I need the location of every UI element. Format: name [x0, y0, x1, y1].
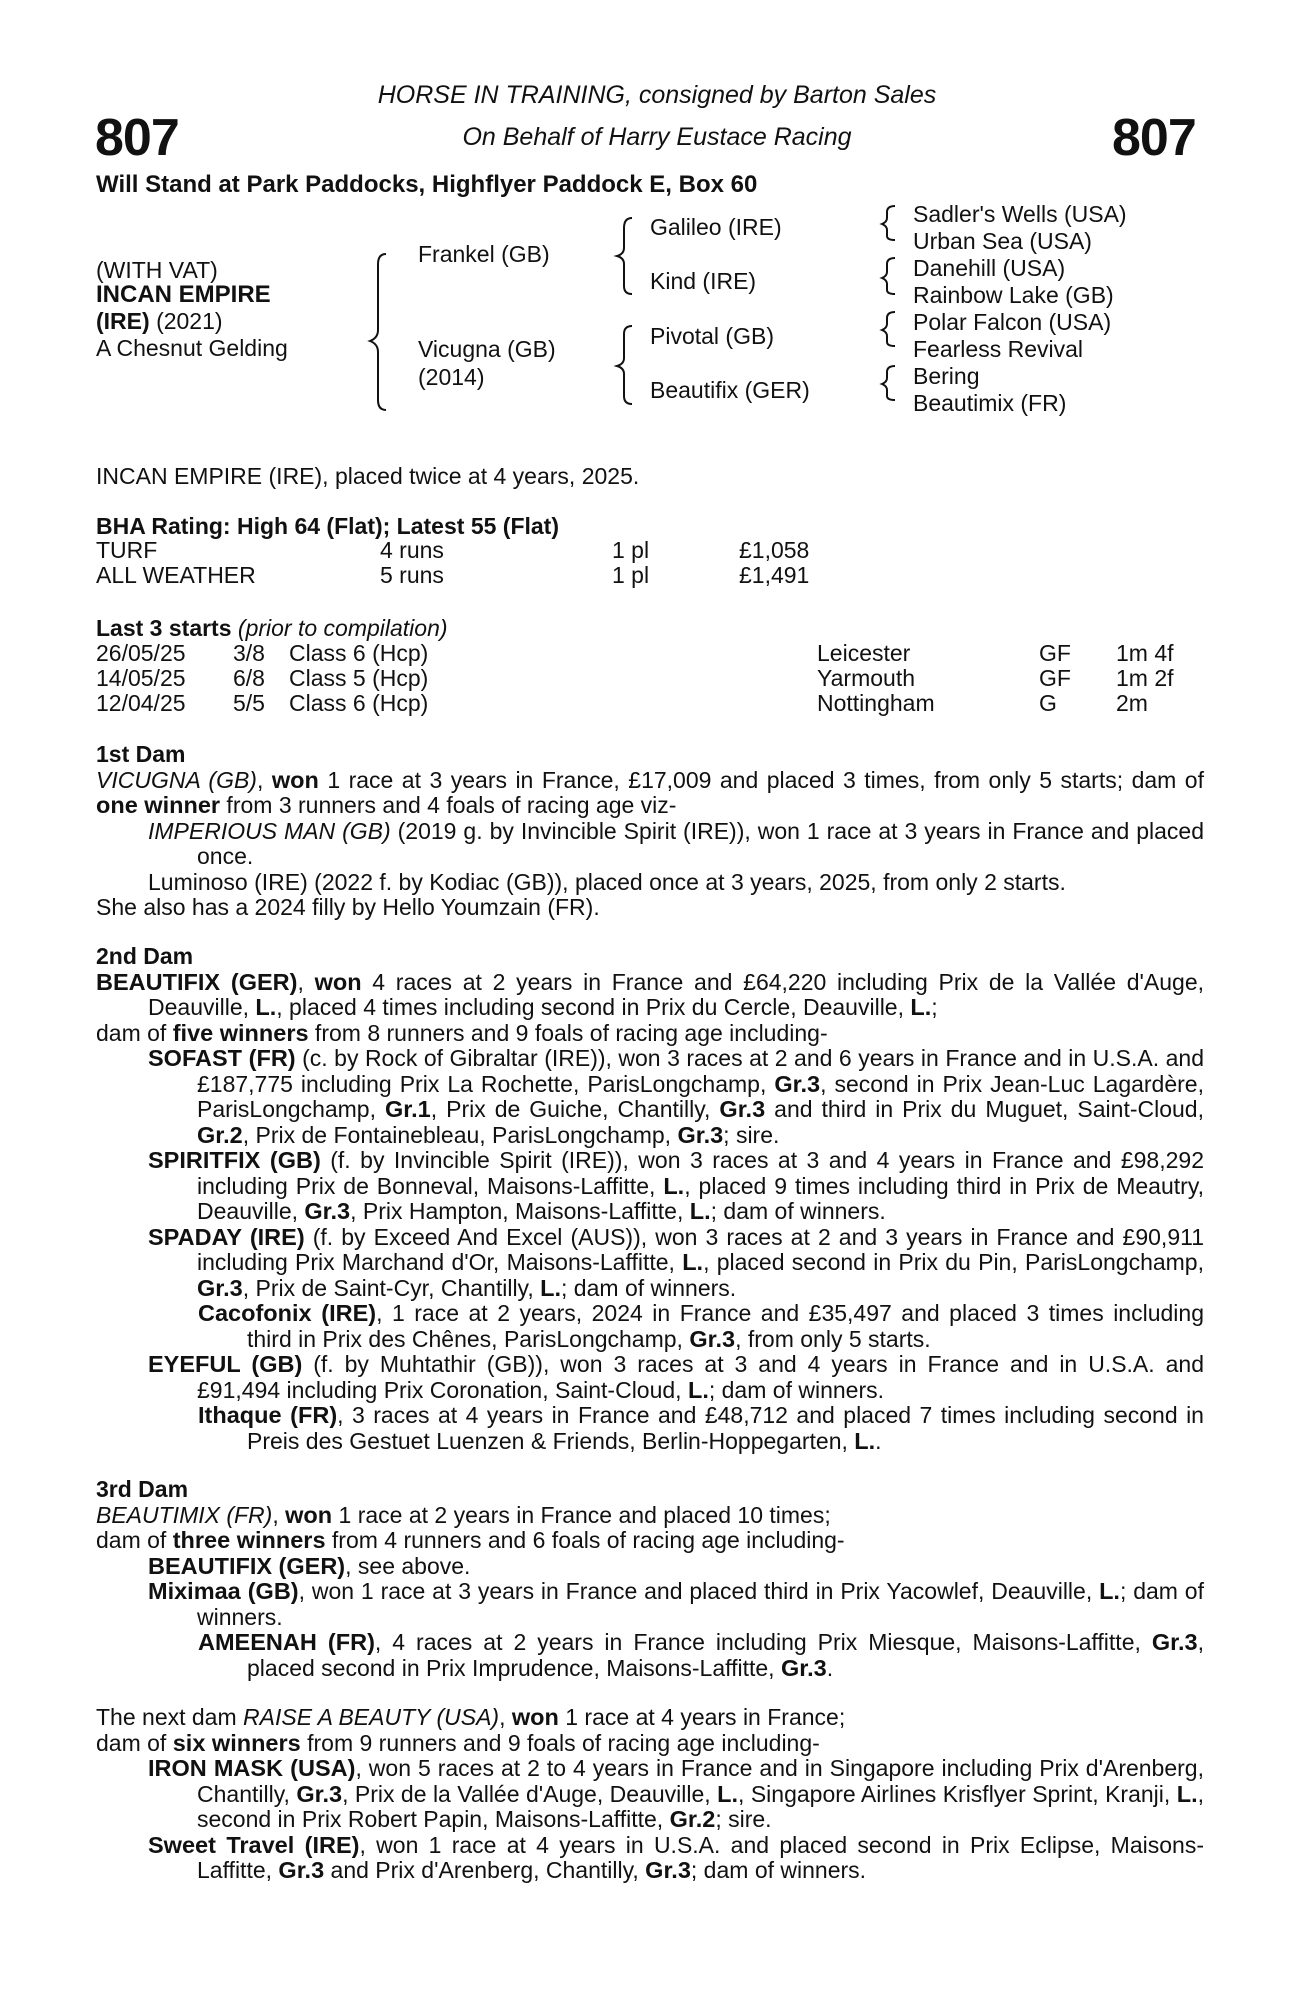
text: ; sire. — [715, 1806, 772, 1832]
fourth-dam-produce-summary — [96, 1731, 1204, 1757]
text: , placed 4 times including second in Prix du Cercle, Deauville, — [276, 994, 911, 1020]
produce-sofast — [96, 1046, 1204, 1148]
start-pos-2: 6/8 — [233, 665, 265, 691]
listed-label: L. — [910, 994, 932, 1020]
text: , placed second in Prix Imprudence, Maisons-Laffitte, — [247, 1629, 1204, 1681]
rating-placed-1: 1 pl — [612, 537, 650, 563]
start-date-3: 12/04/25 — [96, 690, 186, 716]
gen4-8: Beautimix (FR) — [913, 390, 1067, 416]
text: The next dam — [96, 1704, 244, 1730]
text: ; dam of winners. — [708, 1376, 884, 1403]
rating-runs-2: 5 runs — [380, 562, 444, 588]
group-label: Gr.3 — [278, 1857, 325, 1883]
second-dam-record: BEAUTIFIX (GER), won 4 races at 2 years in France and £64,220 including Prix de la Vallée d'Auge, Deauville, L., placed 4 times including second in Prix du Cercle, Deauville, L.; — [96, 968, 1204, 1020]
winners-count: three winners — [172, 1527, 326, 1553]
granddam-paternal: Kind (IRE) — [650, 268, 757, 294]
produce-name: IMPERIOUS MAN (GB) — [148, 817, 391, 844]
text: , second in Prix Jean-Luc Lagardère, ParisLongchamp, — [197, 1070, 1204, 1122]
listed-label: L. — [540, 1274, 562, 1301]
vat-note: (WITH VAT) — [96, 257, 218, 283]
text: (f. by Muhtathir (GB)), won 3 races at 3 and 4 years in France and in U.S.A. and £91,494 including Prix Coronation, Saint-Cloud, — [197, 1351, 1204, 1403]
group-label: Gr.3 — [1151, 1629, 1198, 1655]
race-summary: INCAN EMPIRE (IRE), placed twice at 4 years, 2025. — [96, 463, 640, 489]
text: ; dam of winners. — [710, 1198, 886, 1224]
listed-label: L. — [689, 1198, 711, 1224]
text: . — [826, 1654, 834, 1681]
horse-description: A Chesnut Gelding — [96, 335, 288, 361]
won-label: won — [285, 1501, 333, 1528]
text: 4 races at 2 years in France and £64,220 including Prix de la Vallée d'Auge, Deauville, — [148, 968, 1204, 1020]
text: , Prix de Guiche, Chantilly, — [430, 1096, 720, 1122]
produce-name: EYEFUL (GB) — [148, 1351, 303, 1377]
listed-label: L. — [682, 1249, 704, 1275]
horse-name: INCAN EMPIRE — [96, 281, 271, 308]
start-date-2: 14/05/25 — [96, 665, 186, 691]
gen4-4: Rainbow Lake (GB) — [913, 282, 1114, 308]
rating-surface-1: TURF — [96, 537, 158, 563]
text: from 9 runners and 9 foals of racing age including- — [300, 1729, 820, 1756]
group-label: Gr.2 — [669, 1806, 716, 1832]
produce-luminoso: Luminoso (IRE) (2022 f. by Kodiac (GB)), placed once at 3 years, 2025, from only 2 starts. — [148, 868, 1066, 895]
text: 1 race at 3 years in France, £17,009 and placed 3 times, from only 5 starts; dam of — [318, 766, 1204, 793]
text: dam of — [96, 1527, 173, 1553]
start-course-1: Leicester — [817, 640, 911, 666]
gen4-2: Urban Sea (USA) — [913, 228, 1092, 254]
won-label: won — [314, 968, 362, 995]
text: , Prix Hampton, Maisons-Laffitte, — [350, 1198, 690, 1224]
third-dam-section — [96, 1477, 1204, 1681]
third-dam-name: BEAUTIMIX (FR) — [96, 1501, 273, 1528]
start-race-3: Class 6 (Hcp) — [289, 690, 429, 716]
bha-rating-title: BHA Rating: High 64 (Flat); Latest 55 (Flat) — [96, 513, 559, 539]
listed-label: L. — [663, 1172, 685, 1199]
produce-sweet-travel — [96, 1833, 1204, 1884]
produce-cacofonix — [96, 1301, 1204, 1352]
text: 1 race at 4 years in France; — [558, 1704, 846, 1730]
fourth-dam-name: RAISE A BEAUTY (USA) — [243, 1704, 500, 1730]
horse-year: (2021) — [156, 308, 223, 334]
gen4-6: Fearless Revival — [913, 336, 1083, 362]
text: and third in Prix du Muguet, Saint-Cloud, — [765, 1096, 1204, 1122]
group-label: Gr.3 — [296, 1780, 343, 1807]
start-going-1: GF — [1039, 640, 1071, 666]
first-dam-section — [96, 742, 1204, 921]
start-dist-1: 1m 4f — [1116, 640, 1174, 666]
winners-count: one winner — [96, 792, 221, 818]
second-dam-name: BEAUTIFIX (GER) — [96, 968, 298, 995]
text: , won 5 races at 2 to 4 years in France and in Singapore including Prix d'Arenberg, Chantilly, — [197, 1755, 1204, 1807]
text: , second in Prix Robert Papin, Maisons-Laffitte, — [197, 1780, 1205, 1832]
first-dam-name: VICUGNA (GB) — [96, 766, 257, 793]
text: , won 1 race at 3 years in France and placed third in Prix Yacowlef, Deauville, — [298, 1578, 1100, 1604]
last-starts-note: (prior to compilation) — [237, 615, 448, 641]
produce-name: Sweet Travel (IRE) — [148, 1831, 360, 1858]
produce-imperious-man — [96, 819, 1204, 870]
group-label: Gr.3 — [719, 1096, 766, 1122]
listed-label: L. — [717, 1780, 738, 1807]
start-course-2: Yarmouth — [817, 665, 916, 691]
produce-name: AMEENAH (FR) — [198, 1629, 375, 1655]
listed-label: L. — [1099, 1578, 1120, 1604]
start-going-3: G — [1039, 690, 1057, 716]
produce-ameenah — [96, 1630, 1204, 1681]
winners-count: six winners — [172, 1729, 301, 1756]
produce-name: Cacofonix (IRE) — [198, 1300, 377, 1326]
produce-spaday — [96, 1225, 1204, 1302]
text: . — [875, 1427, 882, 1454]
sire: Frankel (GB) — [418, 241, 550, 267]
dam: Vicugna (GB) — [418, 336, 556, 362]
text: , won 1 race at 4 years in U.S.A. and placed second in Prix Eclipse, Maisons-Laffitte, — [197, 1831, 1204, 1883]
consignment-line: HORSE IN TRAINING, consigned by Barton Sales — [377, 81, 937, 109]
fourth-dam-record: The next dam RAISE A BEAUTY (USA), won 1 race at 4 years in France; — [96, 1704, 846, 1730]
rating-placed-2: 1 pl — [612, 562, 650, 588]
produce-beautifix — [96, 1554, 1204, 1580]
group-label: Gr.3 — [677, 1121, 724, 1148]
text: from 8 runners and 9 foals of racing age including- — [308, 1019, 828, 1046]
second-dam-section — [96, 944, 1204, 1454]
text: (2019 g. by Invincible Spirit (IRE)), won 1 race at 3 years in France and placed once. — [197, 817, 1204, 869]
start-dist-3: 2m — [1116, 690, 1148, 716]
dam-year: (2014) — [418, 364, 485, 390]
text: (f. by Exceed And Excel (AUS)), won 3 races at 2 and 3 years in France and £90,911 including Prix Marchand d'Or, Maisons-Laffitte, — [197, 1223, 1204, 1275]
text: 1 race at 2 years in France and placed 10 times; — [332, 1501, 831, 1528]
rating-earnings-1: £1,058 — [739, 537, 810, 563]
listed-label: L. — [1176, 1780, 1198, 1807]
text: , 3 races at 4 years in France and £48,712 and placed 7 times including second in Preis des Gestuet Luenzen & Friends, Berlin-Hoppegarten, — [247, 1402, 1204, 1454]
text: (f. by Invincible Spirit (IRE)), won 3 races at 3 and 4 years in France and £98,292 including Prix de Bonneval, Maisons-Laffitte, — [197, 1147, 1204, 1199]
produce-name: IRON MASK (USA) — [148, 1755, 356, 1781]
last-starts-heading: Last 3 starts — [96, 615, 232, 641]
last-starts-title — [96, 615, 448, 641]
text: , Prix de la Vallée d'Auge, Deauville, — [342, 1780, 718, 1807]
third-dam-record: BEAUTIMIX (FR), won 1 race at 2 years in France and placed 10 times; — [96, 1501, 831, 1528]
rating-surface-2: ALL WEATHER — [96, 562, 256, 588]
stand-location: Will Stand at Park Paddocks, Highflyer Paddock E, Box 60 — [96, 171, 758, 198]
gen4-7: Bering — [913, 363, 980, 389]
text: , 1 race at 2 years, 2024 in France and £35,497 and placed 3 times including third in Prix des Chênes, ParisLongchamp, — [247, 1300, 1204, 1352]
gen4-3: Danehill (USA) — [913, 255, 1066, 281]
text: , from only 5 starts. — [735, 1325, 931, 1352]
start-course-3: Nottingham — [817, 690, 935, 716]
text: , Prix de Fontainebleau, ParisLongchamp, — [242, 1121, 678, 1148]
produce-name: Ithaque (FR) — [198, 1402, 338, 1428]
on-behalf-line: On Behalf of Harry Eustace Racing — [462, 123, 852, 151]
listed-label: L. — [255, 994, 277, 1020]
text: ; sire. — [723, 1121, 780, 1148]
rating-runs-1: 4 runs — [380, 537, 444, 563]
won-label: won — [511, 1704, 559, 1730]
second-dam-produce-summary — [96, 1021, 1204, 1047]
text: dam of — [96, 1019, 173, 1046]
text: from 3 runners and 4 foals of racing age viz- — [220, 792, 677, 818]
produce-miximaa — [96, 1579, 1204, 1630]
group-label: Gr.3 — [645, 1857, 691, 1883]
text: , placed second in Prix du Pin, ParisLongchamp, — [703, 1249, 1204, 1275]
text: dam of — [96, 1729, 173, 1756]
produce-name: SPADAY (IRE) — [148, 1223, 305, 1250]
lot-number-left: 807 — [95, 109, 179, 167]
won-label: won — [271, 766, 319, 793]
text: , Prix de Saint-Cyr, Chantilly, — [242, 1274, 541, 1301]
group-label: Gr.3 — [780, 1654, 827, 1681]
start-dist-2: 1m 2f — [1116, 665, 1174, 691]
produce-spiritfix — [96, 1148, 1204, 1225]
first-dam-heading: 1st Dam — [96, 741, 186, 767]
group-label: Gr.3 — [689, 1325, 736, 1352]
text: from 4 runners and 6 foals of racing age including- — [325, 1527, 845, 1553]
produce-name: SOFAST (FR) — [148, 1045, 296, 1071]
granddam-maternal: Beautifix (GER) — [650, 377, 810, 403]
text: ; dam of winners. — [690, 1857, 867, 1883]
text: ; dam of winners. — [197, 1578, 1204, 1630]
text: ; — [931, 994, 938, 1020]
produce-name: Miximaa (GB) — [148, 1578, 299, 1604]
group-label: Gr.1 — [384, 1096, 431, 1122]
text: , Singapore Airlines Krisflyer Sprint, Kranji, — [738, 1780, 1177, 1807]
start-race-1: Class 6 (Hcp) — [289, 640, 429, 666]
produce-ithaque — [96, 1403, 1204, 1454]
third-dam-heading: 3rd Dam — [96, 1476, 189, 1502]
text: and Prix d'Arenberg, Chantilly, — [324, 1857, 646, 1883]
listed-label: L. — [687, 1376, 709, 1403]
group-label: Gr.2 — [197, 1121, 243, 1148]
produce-eyeful — [96, 1352, 1204, 1403]
start-race-2: Class 5 (Hcp) — [289, 665, 429, 691]
second-dam-heading: 2nd Dam — [96, 943, 194, 969]
group-label: Gr.3 — [304, 1198, 351, 1224]
produce-2024-filly: She also has a 2024 filly by Hello Youmzain (FR). — [96, 894, 600, 920]
produce-name: BEAUTIFIX (GER) — [148, 1552, 346, 1579]
winners-count: five winners — [172, 1019, 309, 1046]
text: , see above. — [345, 1552, 471, 1579]
group-label: Gr.3 — [197, 1274, 243, 1301]
listed-label: L. — [854, 1427, 876, 1454]
produce-name: SPIRITFIX (GB) — [148, 1147, 321, 1173]
fourth-dam-section — [96, 1705, 1204, 1884]
lot-number-right: 807 — [1112, 109, 1196, 167]
text: (c. by Rock of Gibraltar (IRE)), won 3 races at 2 and 6 years in France and in U.S.A. and £187,775 including Prix La Rochette, ParisLongchamp, — [197, 1045, 1204, 1097]
rating-earnings-2: £1,491 — [739, 562, 810, 588]
start-pos-3: 5/5 — [233, 690, 265, 716]
start-going-2: GF — [1039, 665, 1071, 691]
text: , 4 races at 2 years in France including Prix Miesque, Maisons-Laffitte, — [374, 1629, 1152, 1655]
grandsire-maternal: Pivotal (GB) — [650, 323, 774, 349]
third-dam-produce-summary — [96, 1528, 1204, 1554]
start-date-1: 26/05/25 — [96, 640, 186, 666]
grandsire-paternal: Galileo (IRE) — [650, 214, 782, 240]
start-pos-1: 3/8 — [233, 640, 265, 666]
produce-iron-mask — [96, 1756, 1204, 1833]
text: , placed 9 times including third in Prix de Meautry, Deauville, — [197, 1172, 1204, 1224]
group-label: Gr.3 — [774, 1070, 821, 1097]
horse-country: (IRE) — [96, 308, 150, 334]
text: ; dam of winners. — [561, 1274, 737, 1301]
first-dam-record: VICUGNA (GB), won 1 race at 3 years in France, £17,009 and placed 3 times, from only 5 starts; dam of one winner from 3 runners and 4 foals of racing age viz- — [96, 766, 1204, 818]
gen4-5: Polar Falcon (USA) — [913, 309, 1112, 335]
gen4-1: Sadler's Wells (USA) — [913, 201, 1127, 227]
